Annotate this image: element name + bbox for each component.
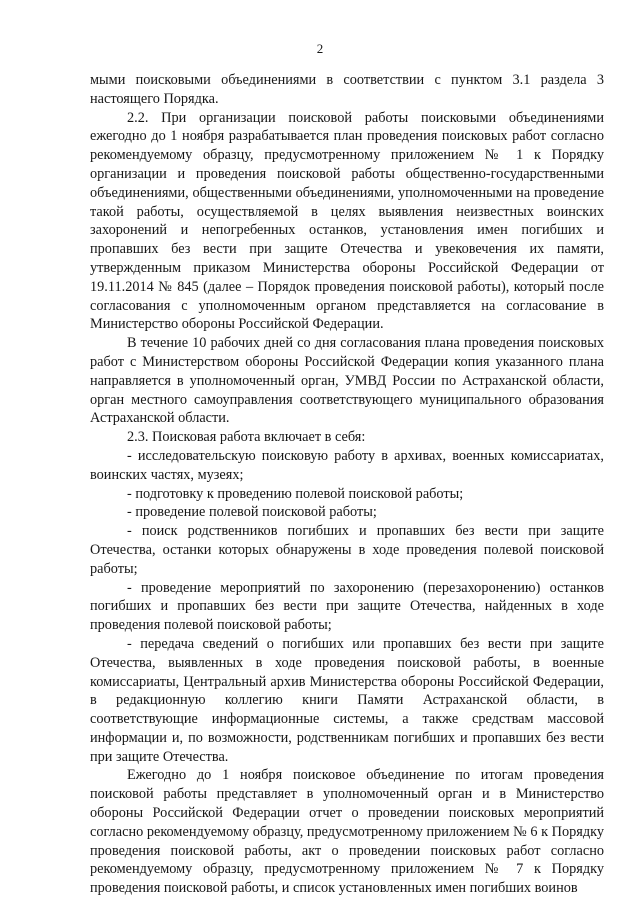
list-item-relatives-search: - поиск родственников погибших и пропавших без вести при защите Отечества, останки которых обнаружены в ходе проведения полевой поисковой работы;: [90, 523, 604, 577]
paragraph-annual-report: Ежегодно до 1 ноября поисковое объединение по итогам проведения поисковой работы представляет в уполномоченный орган и в Министерство обороны Российской Федерации отчет о проведении поисковых мероприятий согласно рекомендуемому образцу, предусмотренному приложением № 6 к Порядку проведения поисковой работы, акт о проведении поисковых работ согласно рекомендуемому образцу, предусмотренному приложением № 7 к Порядку проведения поисковой работы, и список установленных имен погибших воинов: [90, 767, 604, 897]
list-item-archive-research: - исследовательскую поисковую работу в архивах, военных комиссариатах, воинских частях, музеях;: [90, 447, 604, 483]
body-text: [90, 71, 604, 898]
page-number: 2: [316, 41, 324, 56]
paragraph-2-2-planning: 2.2. При организации поисковой работы поисковыми объединениями ежегодно до 1 ноября разрабатывается план проведения поисковых работ согласно рекомендуемому образцу, предусмотренному приложением № 1 к Порядку организации и проведения поисковой работы общественно-государственными объединениями, общественными объединениями, уполномоченными на проведение такой работы, осуществляемой в целях выявления неизвестных воинских захоронений и непогребенных останков, установления имен погибших и пропавших без вести при защите Отечества и увековечения их памяти, утвержденным приказом Министерства обороны Российской Федерации от 19.11.2014 № 845 (далее – Порядок проведения поисковой работы), который после согласования с уполномоченным органом представляется на согласование в Министерство обороны Российской Федерации.: [90, 109, 604, 333]
paragraph-continuation: мыми поисковыми объединениями в соответствии с пунктом 3.1 раздела 3 настоящего Порядка.: [90, 72, 604, 107]
list-item-information-transfer: - передача сведений о погибших или пропавших без вести при защите Отечества, выявленных в ходе проведения поисковой работы, в военные комиссариаты, Центральный архив Министерства обороны Российской Федерации, в редакционную коллегию книги Памяти Астраханской области, в соответствующие информационные системы, а также средствам массовой информации и, по возможности, родственникам погибших и пропавших без вести при защите Отечества.: [90, 635, 604, 765]
list-item-field-preparation: - подготовку к проведению полевой поисковой работы;: [127, 485, 464, 502]
paragraph-plan-copy: В течение 10 рабочих дней со дня согласования плана проведения поисковых работ с Министерством обороны Российской Федерации копия указанного плана направляется в уполномоченный орган, УМВД России по Астраханской области, орган местного самоуправления соответствующего муниципального образования Астраханской области.: [90, 335, 604, 427]
list-item-burial: - проведение мероприятий по захоронению (перезахоронению) останков погибших и пропавших без вести при защите Отечества, найденных в ходе проведения полевой поисковой работы;: [90, 579, 604, 634]
paragraph-2-3-heading: 2.3. Поисковая работа включает в себя:: [127, 429, 366, 446]
list-item-field-work: - проведение полевой поисковой работы;: [127, 504, 377, 521]
